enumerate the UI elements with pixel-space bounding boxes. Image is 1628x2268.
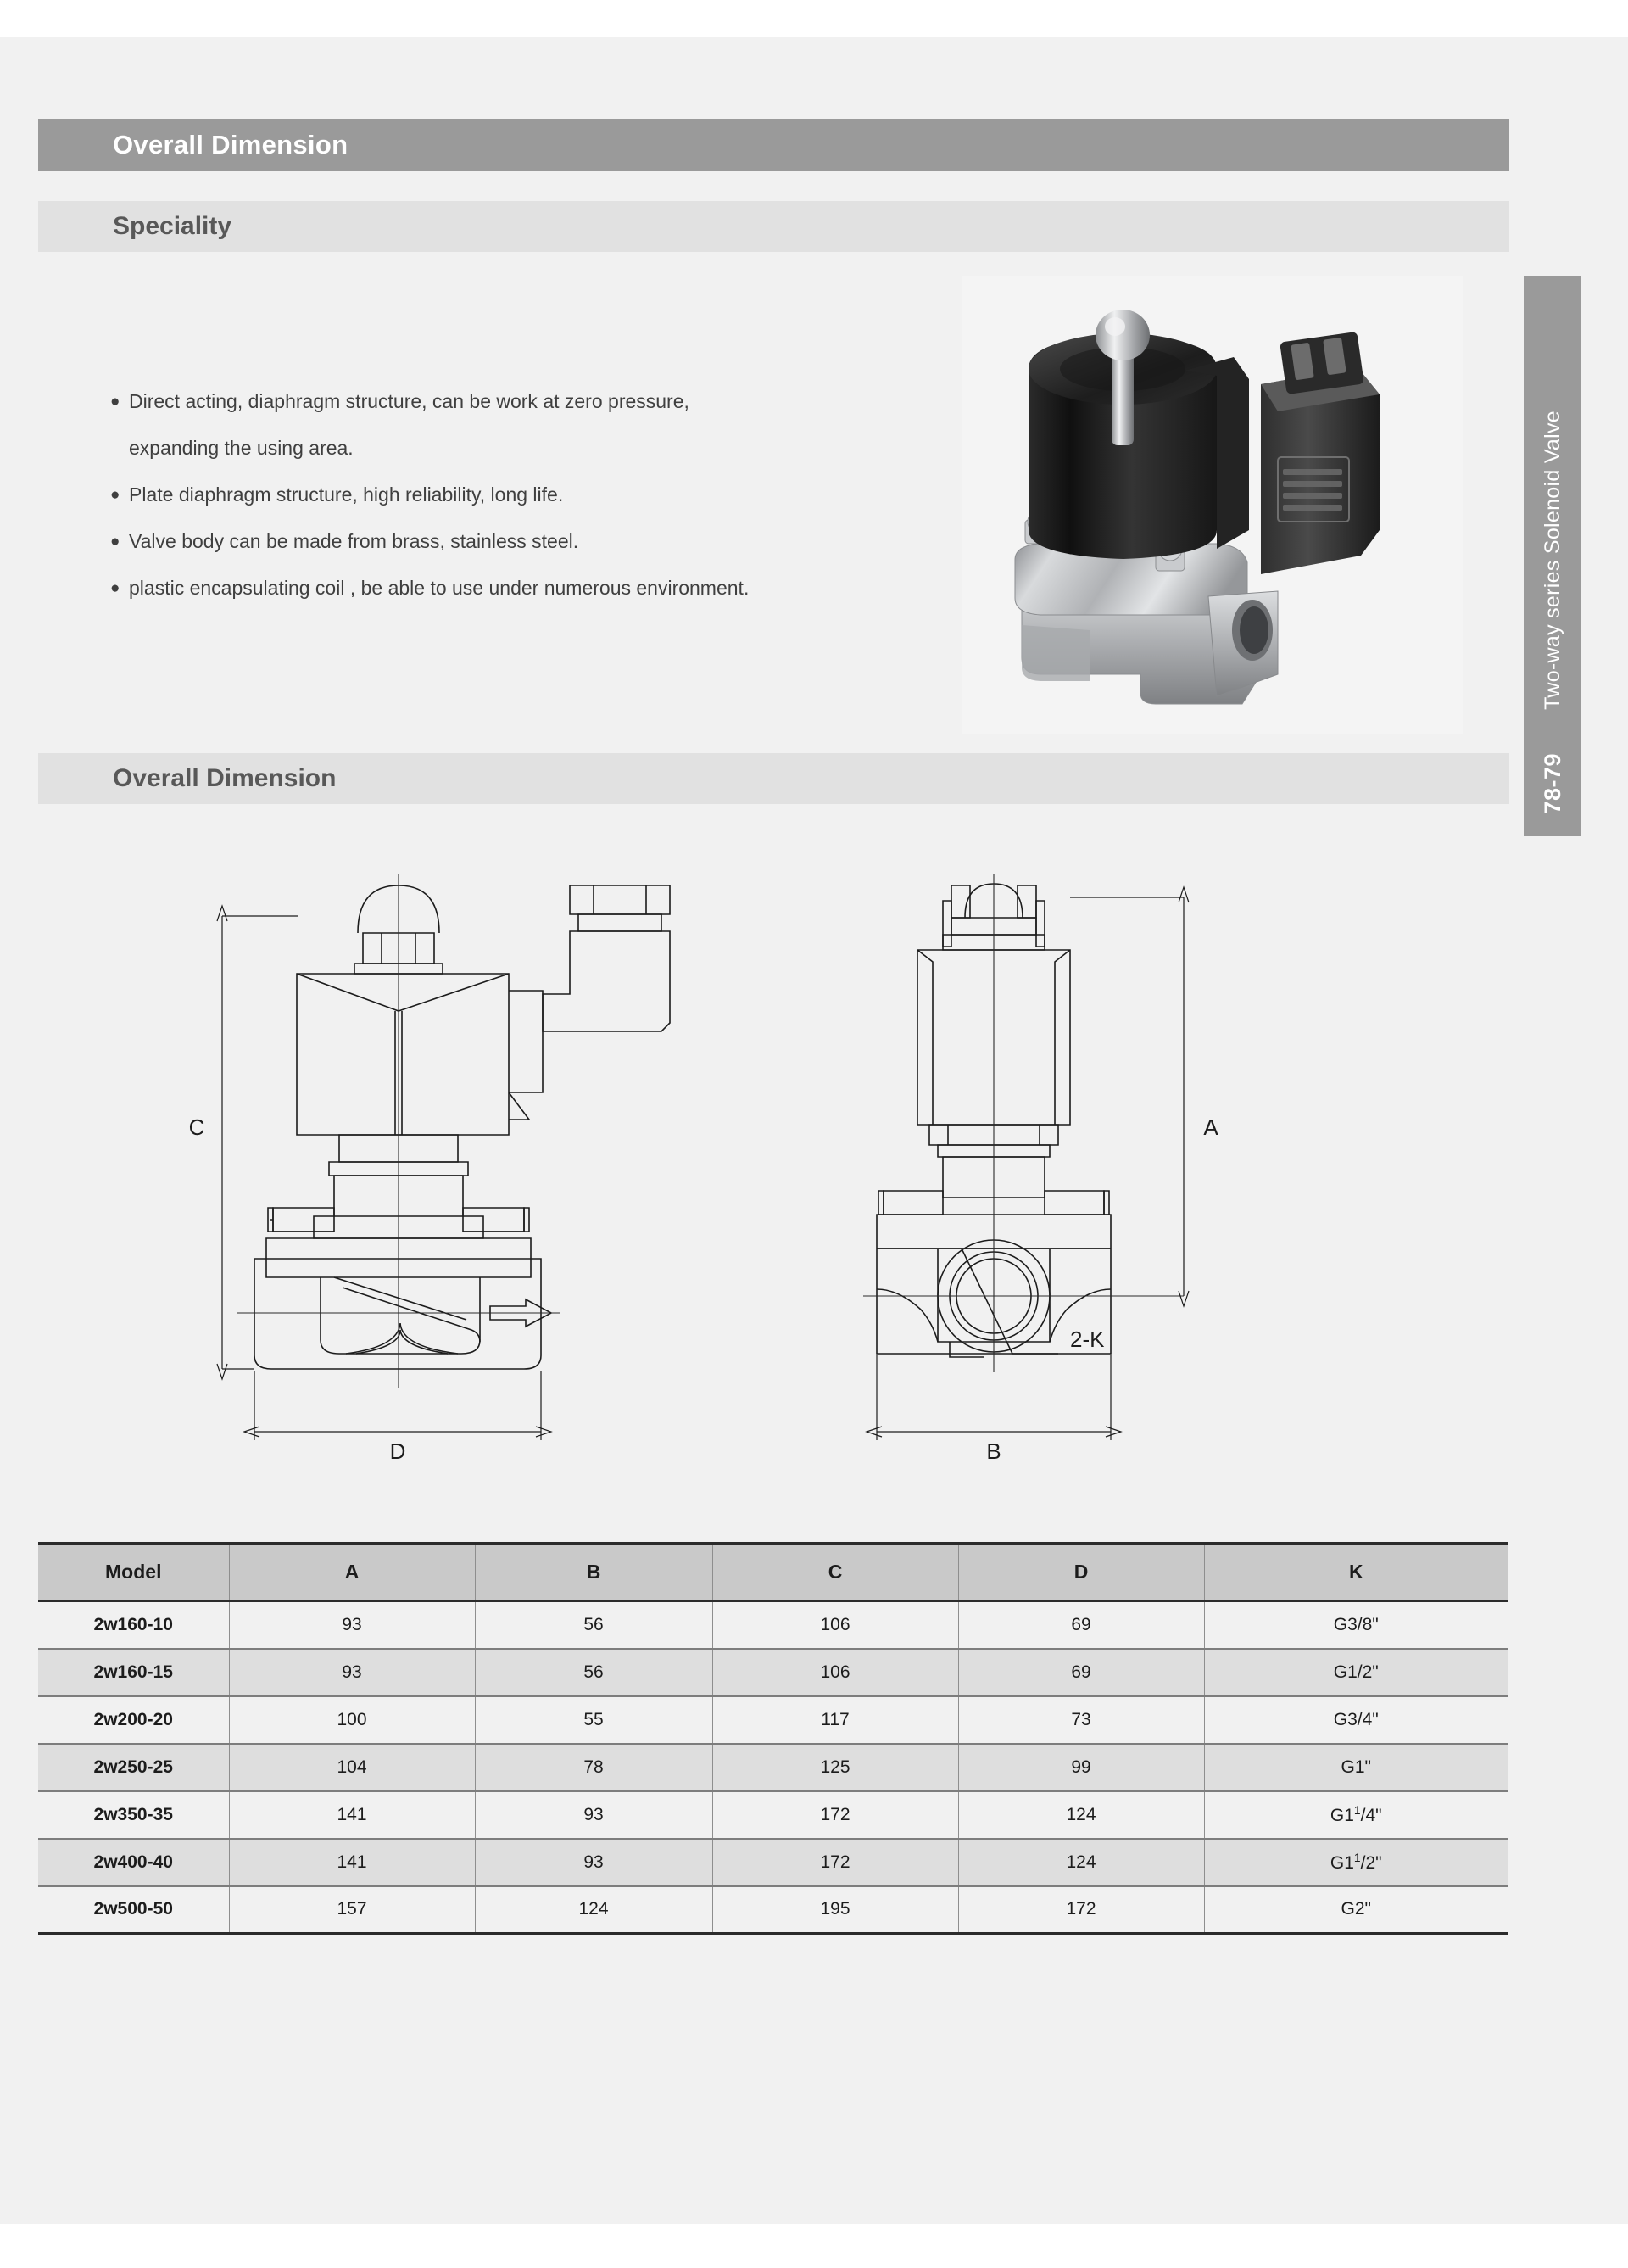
cell-a: 141 xyxy=(229,1791,475,1839)
list-item-continuation: expanding the using area. xyxy=(129,437,354,459)
table-row xyxy=(38,1696,1508,1744)
column-header-k: K xyxy=(1204,1544,1508,1601)
page-title: Overall Dimension xyxy=(113,130,348,159)
cell-c: 106 xyxy=(712,1601,958,1649)
column-header-a: A xyxy=(229,1544,475,1601)
cell-d: 73 xyxy=(958,1696,1204,1744)
section-header-overall-dimension xyxy=(38,119,1509,171)
cell-d: 69 xyxy=(958,1601,1204,1649)
side-tab-pages: 78-79 xyxy=(1539,753,1565,814)
side-view-width-label: B xyxy=(986,1438,1001,1464)
speciality-title: Speciality xyxy=(113,212,232,240)
dimension-section-title: Overall Dimension xyxy=(113,764,337,792)
list-item xyxy=(110,378,958,425)
cell-k: $G1^1/2$" xyxy=(1204,1839,1508,1886)
cell-model: 2w160-15 xyxy=(38,1649,229,1696)
cell-b: 93 xyxy=(475,1839,712,1886)
list-item xyxy=(110,518,958,565)
cell-k: $G1^1/4$" xyxy=(1204,1791,1508,1839)
dimension-drawings-svg xyxy=(0,865,1509,1467)
column-header-b: B xyxy=(475,1544,712,1601)
table-row xyxy=(38,1839,1508,1886)
cell-d: 69 xyxy=(958,1649,1204,1696)
cell-c: 172 xyxy=(712,1839,958,1886)
cell-c: 106 xyxy=(712,1649,958,1696)
cell-k: G1" xyxy=(1204,1744,1508,1791)
table-row xyxy=(38,1744,1508,1791)
cell-model: 2w400-40 xyxy=(38,1839,229,1886)
column-header-model: Model xyxy=(38,1544,229,1601)
table-header-row xyxy=(38,1544,1508,1601)
table-row xyxy=(38,1886,1508,1934)
cell-a: 93 xyxy=(229,1649,475,1696)
section-header-speciality xyxy=(38,201,1509,252)
bullet-dot-icon: ● xyxy=(110,393,120,411)
cell-model: 2w160-10 xyxy=(38,1601,229,1649)
technical-drawings xyxy=(0,865,1509,1467)
table-row xyxy=(38,1601,1508,1649)
front-view-drawing xyxy=(217,874,670,1440)
side-view-port-label: 2-K xyxy=(1070,1327,1105,1352)
cell-b: 56 xyxy=(475,1649,712,1696)
front-view-width-label: D xyxy=(389,1438,406,1464)
section-header-dimension xyxy=(38,753,1509,804)
side-view-height-label: A xyxy=(1203,1114,1218,1140)
table-row xyxy=(38,1649,1508,1696)
cell-model: 2w200-20 xyxy=(38,1696,229,1744)
cell-model: 2w500-50 xyxy=(38,1886,229,1934)
cell-c: 125 xyxy=(712,1744,958,1791)
column-header-d: D xyxy=(958,1544,1204,1601)
cell-c: 117 xyxy=(712,1696,958,1744)
bullet-dot-icon: ● xyxy=(110,486,120,504)
cell-b: 78 xyxy=(475,1744,712,1791)
cell-a: 157 xyxy=(229,1886,475,1934)
cell-a: 141 xyxy=(229,1839,475,1886)
list-item-label: Valve body can be made from brass, stainless steel. xyxy=(129,530,579,552)
list-item-label: plastic encapsulating coil , be able to use under numerous environment. xyxy=(129,577,750,599)
product-photo xyxy=(962,276,1463,734)
cell-d: 124 xyxy=(958,1839,1204,1886)
side-tab-series: Two-way series Solenoid Valve xyxy=(1540,410,1564,710)
cell-k: G2" xyxy=(1204,1886,1508,1934)
cell-a: 100 xyxy=(229,1696,475,1744)
cell-b: 55 xyxy=(475,1696,712,1744)
dimension-table xyxy=(38,1542,1508,1935)
side-view-drawing xyxy=(863,874,1189,1440)
cell-a: 104 xyxy=(229,1744,475,1791)
cell-d: 99 xyxy=(958,1744,1204,1791)
cell-k: G3/8" xyxy=(1204,1601,1508,1649)
list-item-label: Direct acting, diaphragm structure, can be work at zero pressure, xyxy=(129,390,689,412)
solenoid-valve-photo-graphic xyxy=(962,276,1463,734)
cell-c: 172 xyxy=(712,1791,958,1839)
bullet-dot-icon: ● xyxy=(110,579,120,597)
cell-model: 2w250-25 xyxy=(38,1744,229,1791)
cell-k: G3/4" xyxy=(1204,1696,1508,1744)
cell-d: 172 xyxy=(958,1886,1204,1934)
side-tab xyxy=(1524,276,1581,836)
cell-b: 56 xyxy=(475,1601,712,1649)
cell-b: 124 xyxy=(475,1886,712,1934)
cell-k: G1/2" xyxy=(1204,1649,1508,1696)
table-body xyxy=(38,1601,1508,1934)
table-row xyxy=(38,1791,1508,1839)
front-view-height-label: C xyxy=(188,1114,205,1140)
column-header-c: C xyxy=(712,1544,958,1601)
list-item xyxy=(110,472,958,518)
speciality-bullet-list xyxy=(110,378,958,612)
cell-d: 124 xyxy=(958,1791,1204,1839)
cell-a: 93 xyxy=(229,1601,475,1649)
cell-model: 2w350-35 xyxy=(38,1791,229,1839)
bullet-dot-icon: ● xyxy=(110,533,120,550)
list-item xyxy=(110,565,958,612)
list-item-label: Plate diaphragm structure, high reliability, long life. xyxy=(129,483,564,506)
cell-b: 93 xyxy=(475,1791,712,1839)
cell-c: 195 xyxy=(712,1886,958,1934)
